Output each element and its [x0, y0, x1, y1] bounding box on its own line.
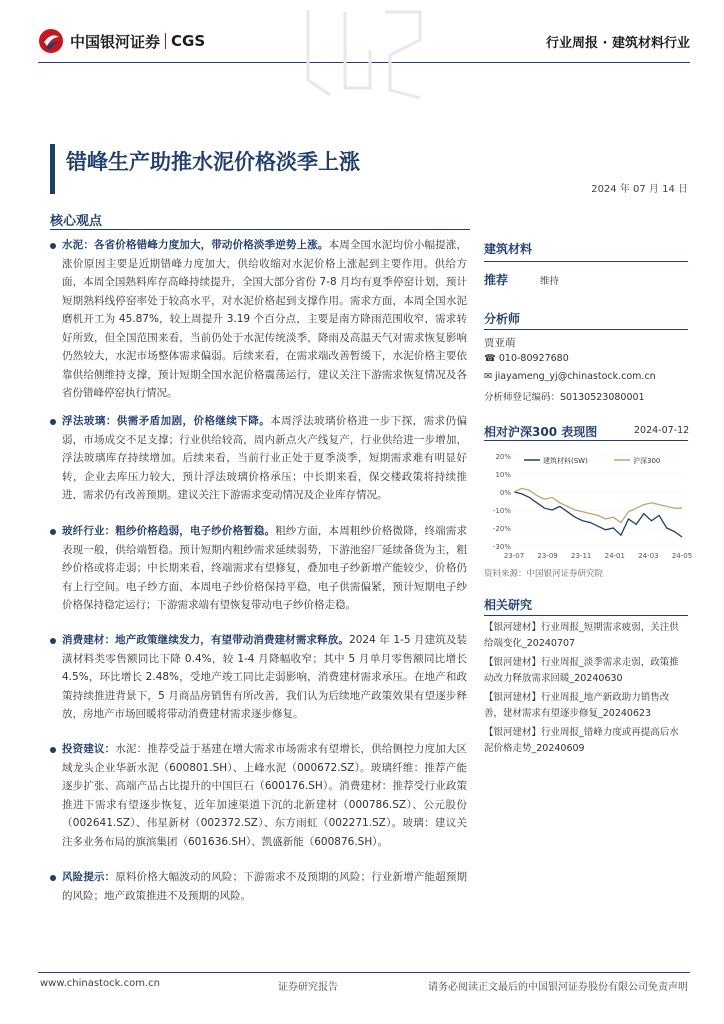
y-tick-label: 20%: [495, 453, 511, 461]
footer-divider: [38, 972, 690, 973]
analyst-divider: [484, 329, 688, 330]
series-line-industry: [514, 492, 682, 537]
industry-divider: [484, 261, 688, 262]
x-tick-label: 24-03: [638, 552, 659, 560]
x-tick-label: 23-11: [571, 552, 592, 560]
chart-divider: [484, 440, 688, 441]
paragraph-lead: 水泥：各省价格错峰力度加大，带动价格淡季逆势上涨。: [62, 239, 329, 251]
paragraph-body: 2024 年 1-5 月建筑及装潢材料类零售额同比下降 0.4%，较 1-4 月降幅收窄；其中 5 月单月零售额同比增长 4.5%，环比增长 2.48%，受地产竣工同比走弱影响，消费建材需求承压。在地产和政策持续推进背景下，5 月商品房销售有所改善，我们认为后续地产政策效果有望逐步释放，房地产市场回暖将带动消费建材需求逐步修复。: [62, 634, 468, 720]
analyst-label: 分析师: [484, 312, 521, 326]
report-title: 错峰生产助推水泥价格淡季上涨: [66, 150, 360, 174]
report-type: 行业周报 · 建筑材料行业: [546, 36, 690, 51]
y-tick-label: 0%: [499, 489, 511, 497]
y-tick-label: -20%: [492, 525, 511, 533]
rating-label: 推荐: [484, 273, 509, 287]
related-report-item[interactable]: 【银河建材】行业周报_短期需求疲弱，关注供给端变化_20240707: [484, 622, 679, 649]
paragraph-cement: [62, 236, 467, 404]
paragraph-float-glass: [62, 412, 467, 524]
paragraph-lead: 风险提示：: [62, 871, 116, 883]
y-tick-label: -10%: [492, 507, 511, 515]
y-tick-label: 10%: [495, 471, 511, 479]
y-tick-label: -30%: [492, 543, 511, 551]
brand-mark-icon: [38, 28, 64, 54]
chart-source: 资料来源：中国银河证券研究院: [484, 569, 604, 579]
analyst-email[interactable]: jiayameng_yj@chinastock.com.cn: [494, 371, 656, 382]
footer-center: 证券研究报告: [278, 982, 338, 993]
core-views-divider: [50, 229, 470, 230]
chart-title: 相对沪深300 表现图: [484, 425, 598, 439]
analyst-license: 分析师登记编码：S0130523080001: [484, 392, 645, 403]
bullet-icon: [50, 529, 56, 535]
related-report-item[interactable]: 【银河建材】行业周报_错峰力度或再提高后水泥价格走势_20240609: [484, 727, 679, 754]
paragraph-body: 原料价格大幅波动的风险；下游需求不及预期的风险；行业新增产能超预期的风险；地产政策推进不及预期的风险。: [62, 871, 468, 902]
paragraph-body: 粗纱方面，本周粗纱价格微降，终端需求表现一般，供给端暂稳。预计短期内粗纱需求延续弱势，下游池窑厂延续备货为主，粗纱价格或将走弱；中长期来看，终端需求有望修复，叠加电子纱新增产能较少，价格仍有上行空间。电子纱方面，本周电子纱价格保持平稳，电子供需偏紧，预计短期电子纱价格保持稳定运行；下游需求端有望恢复带动电子纱价格走稳。: [62, 525, 468, 611]
brand-logo: [38, 28, 205, 54]
bullet-icon: [50, 419, 56, 425]
paragraph-glass-fiber: [62, 522, 467, 616]
email-icon: ✉: [484, 371, 495, 382]
paragraph-body: 本周全国水泥均价小幅提涨，涨价原因主要是近期错峰力度加大，供给收缩对水泥价格上涨起到主要作用。供给方面，本周全国熟料库存高峰持续提升，全国大部分省份 7-8 月均有夏季停窑计划，预计短期熟料线停窑率处于较高水平，对水泥价格起到支撑作用。需求方面，本周全国水泥磨机开工为 45.87%，较上周提升 3.19 个百分点，主要是南方降雨范围收窄，需求转好所致，但全国范围来看，当前仍处于水泥传统淡季，降雨及高温天气对需求恢复影响仍然较大，水泥市场整体需求偏弱。后续来看，在需求端改善暂缓下，水泥价格主要依靠供给侧维持支撑，预计短期全国水泥价格震荡运行，建议关注下游需求恢复情况及各省份错峰停窑执行情况。: [62, 239, 468, 399]
cgs-watermark-icon: [300, 0, 430, 105]
industry-label: 建筑材料: [484, 242, 533, 256]
legend-label: 建筑材料(SW): [543, 457, 588, 465]
related-report-item[interactable]: 【银河建材】行业周报_淡季需求走弱，政策推动改力释放需求回暖_20240630: [484, 657, 679, 684]
report-date: 2024 年 07 月 14 日: [591, 184, 688, 195]
footer-url[interactable]: www.chinastock.com.cn: [40, 978, 160, 989]
title-accent-bar: [50, 144, 55, 194]
x-tick-label: 24-05: [671, 552, 693, 560]
bullet-icon: [50, 875, 56, 881]
paragraph-risk: [62, 868, 467, 906]
bullet-icon: [50, 243, 56, 249]
analyst-phone: 010-80927680: [498, 353, 569, 364]
analyst-phone-row: [484, 353, 569, 364]
analyst-email-row: [484, 371, 656, 382]
paragraph-lead: 玻纤行业：粗纱价格趋弱，电子纱价格暂稳。: [62, 525, 276, 537]
relative-performance-chart: [484, 446, 693, 566]
footer-disclaimer: 请务必阅读正文最后的中国银河证券股份有限公司免责声明: [428, 982, 688, 993]
related-label: 相关研究: [484, 598, 533, 612]
core-views-heading: 核心观点: [50, 214, 103, 229]
brand-divider: [165, 33, 166, 49]
paragraph-lead: 浮法玻璃：供需矛盾加剧，价格继续下降。: [62, 415, 271, 427]
paragraph-lead: 消费建材：地产政策继续发力，有望带动消费建材需求释放。: [62, 634, 350, 646]
paragraph-consumer-building: [62, 631, 467, 725]
paragraph-body: 水泥：推荐受益于基建在增大需求市场需求有望增长，供给侧控力度加大区域龙头企业华新水泥（600801.SH）、上峰水泥（000672.SZ）。玻璃纤维：推荐产能逐步扩张、高端产品占比提升的中国巨石（600176.SH）。消费建材：推荐受行业政策推进下需求有望逐步恢复，近年加速渠道下沉的北新建材（000786.SZ）、公元股份（002641.SZ）、伟星新材（002372.SZ）、东方雨虹（002271.SZ）。玻璃：建议关注多业务布局的旗滨集团（601636.SH）、凯盛新能（600876.SH）。: [62, 743, 468, 848]
x-tick-label: 24-01: [604, 552, 625, 560]
rating-value: 维持: [540, 276, 560, 287]
paragraph-lead: 投资建议：: [62, 743, 116, 755]
related-report-item[interactable]: 【银河建材】行业周报_地产新政助力销售改善，建材需求有望逐步修复_20240623: [484, 692, 670, 719]
paragraph-body: 本周浮法玻璃价格进一步下探，需求仍偏弱，市场成交不足支撑；行业供给较高，周内新点火产线复产，行业供给进一步增加，浮法玻璃库存持续增加。后续来看，当前行业正处于夏季淡季，短期需求难有明显好转，企业去库压力较大，预计浮法玻璃价格承压；中长期来看，保交楼政策将持续推进，需求仍有改善预期。建议关注下游需求变动情况及企业库存情况。: [62, 415, 468, 501]
legend-label: 沪深300: [633, 457, 661, 465]
phone-icon: ☎: [484, 353, 499, 364]
bullet-icon: [50, 747, 56, 753]
x-tick-label: 23-07: [503, 552, 525, 560]
x-tick-label: 23-09: [537, 552, 558, 560]
analyst-name: 贾亚萌: [484, 337, 516, 349]
bullet-icon: [50, 638, 56, 644]
paragraph-investment: [62, 740, 467, 852]
chart-date: 2024-07-12: [634, 425, 690, 436]
brand-name-en: CGS: [171, 32, 206, 50]
brand-name-cn: 中国银河证券: [70, 32, 161, 51]
related-divider: [484, 615, 688, 616]
